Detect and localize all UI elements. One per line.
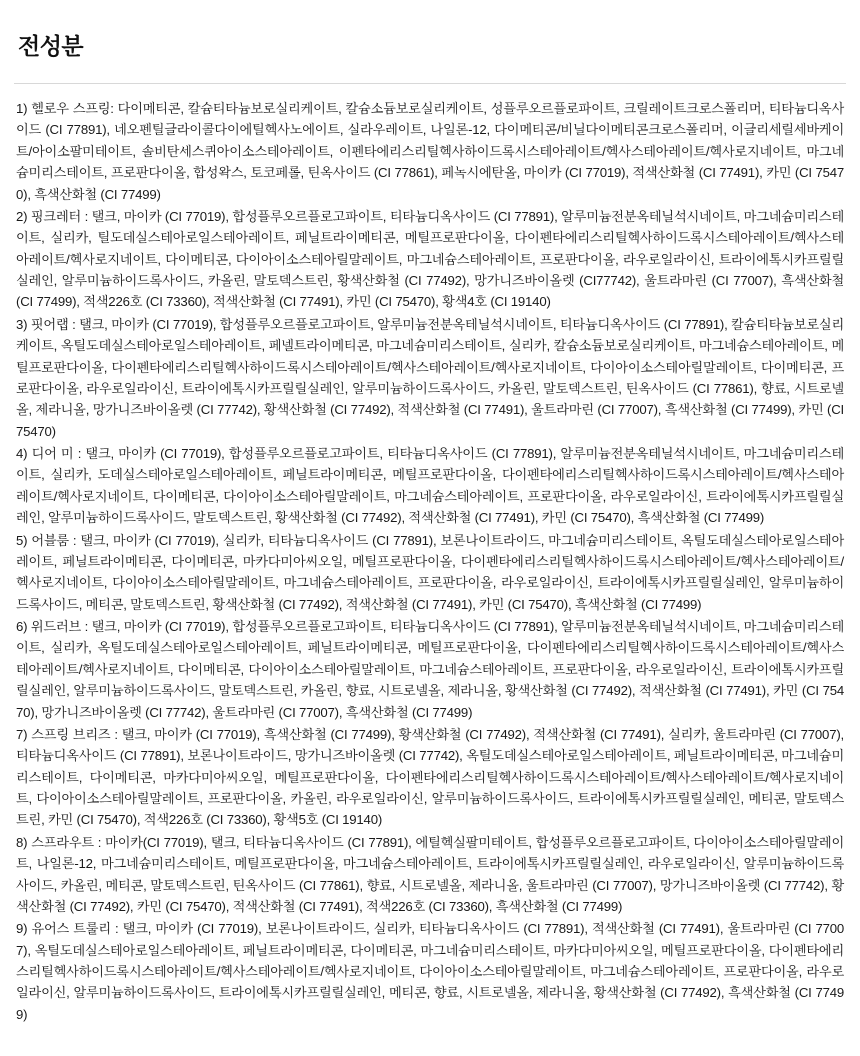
page-title: 전성분	[18, 33, 84, 59]
list-item	[16, 98, 844, 205]
ingredients-list	[0, 84, 860, 1056]
list-item	[16, 832, 844, 918]
entry-body: 탤크, 마이카 (CI 77019), 합성플루오르플로고파이트, 티타늄디옥사이드 (CI 77891), 알루미늄전분옥테닐석시네이트, 마그네슘미리스테이트, 실리카, 도데실스테아로일스테아레이트, 페닐트라이메티콘, 메틸프로판다이올, 다이펜타에리스리틸헥사하이드록시스테아레이트/헥사스테아레이트/헥사로지네이트, 다이메티콘, 다이아이소스테아릴말레이트, 마그네슘스테아레이트, 프로판다이올, 라우로일라이신, 트라이에톡시카프릴릴실레인, 알루미늄하이드록사이드, 말토덱스트린, 황색산화철 (CI 77492), 적색산화철 (CI 77491), 카민 (CI 75470), 흑색산화철 (CI 77499)	[16, 446, 844, 526]
entry-index: 9)	[16, 921, 28, 937]
list-item	[16, 616, 844, 723]
entry-index: 3)	[16, 316, 28, 332]
list-item	[16, 443, 844, 529]
entry-name: 위드러브 :	[30, 619, 89, 634]
entry-index: 5)	[16, 532, 28, 548]
entry-index: 8)	[16, 834, 28, 850]
page-header	[0, 0, 860, 77]
entry-body: 탤크, 마이카 (CI 77019), 실리카, 티타늄디옥사이드 (CI 77891), 보론나이트라이드, 마그네슘미리스테이트, 옥틸도데실스테아로일스테아레이트, 페닐트라이메티콘, 다이메티콘, 마카다미아씨오일, 메틸프로판다이올, 다이펜타에리스리틸헥사하이드록시스테아레이트/헥사스테아레이트/헥사로지네이트, 다이아이소스테아릴말레이트, 마그네슘스테아레이트, 프로판다이올, 라우로일라이신, 트라이에톡시카프릴릴실레인, 알루미늄하이드록사이드, 메티콘, 말토덱스트린, 황색산화철 (CI 77492), 적색산화철 (CI 77491), 카민 (CI 75470), 흑색산화철 (CI 77499)	[16, 532, 844, 612]
list-item	[16, 724, 844, 831]
entry-name: 핏어랩 :	[30, 316, 76, 332]
list-item	[16, 530, 844, 616]
entry-body: 마이카(CI 77019), 탤크, 티타늄디옥사이드 (CI 77891), 에틸헥실팔미테이트, 합성플루오르플로고파이트, 다이아이소스테아릴말레이트, 나일론-12, 마그네슘미리스테이트, 메틸프로판다이올, 마그네슘스테아레이트, 트라이에톡시카프릴릴실레인, 라우로일라이신, 알루미늄하이드록사이드, 카올린, 메티콘, 말토덱스트린, 틴옥사이드 (CI 77861), 향료, 시트로넬올, 제라니올, 울트라마린 (CI 77007), 망가니즈바이올렛 (CI 77742), 황색산화철 (CI 77492), 카민 (CI 75470), 적색산화철 (CI 77491), 적색226호 (CI 73360), 흑색산화철 (CI 77499)	[16, 834, 845, 914]
entry-index: 4)	[16, 446, 28, 461]
entry-name: 핑크레터 :	[30, 208, 89, 224]
list-item	[16, 206, 844, 313]
entry-body: 탤크, 마이카 (CI 77019), 합성플루오르플로고파이트, 티타늄디옥사이드 (CI 77891), 알루미늄전분옥테닐석시네이트, 마그네슘미리스테이트, 실리카, 옥틸도데실스테아로일스테아레이트, 페닐트라이메티콘, 메틸프로판다이올, 다이펜타에리스리틸헥사하이드록시스테아레이트/헥사스테아레이트/헥사로지네이트, 다이메티콘, 다이아이소스테아릴말레이트, 마그네슘스테아레이트, 프로판다이올, 라우로일라이신, 트라이에톡시카프릴릴실레인, 알루미늄하이드록사이드, 말토덱스트린, 카올린, 향료, 시트로넬올, 제라니올, 황색산화철 (CI 77492), 적색산화철 (CI 77491), 카민 (CI 75470), 망가니즈바이올렛 (CI 77742), 울트라마린 (CI 77007), 흑색산화철 (CI 77499)	[16, 619, 844, 720]
entry-index: 7)	[16, 726, 28, 742]
entry-body: 탤크, 마이카 (CI 77019), 보론나이트라이드, 실리카, 티타늄디옥사이드 (CI 77891), 적색산화철 (CI 77491), 울트라마린 (CI 77007), 옥틸도데실스테아로일스테아레이트, 페닐트라이메티콘, 다이메티콘, 마그네슘미리스테이트, 마카다미아씨오일, 메틸프로판다이올, 다이펜타에리스리틸헥사하이드록시스테아레이트/헥사스테아레이트/헥사로지네이트, 다이아이소스테아릴말레이트, 마그네슘스테아레이트, 프로판다이올, 라우로일라이신, 알루미늄하이드록사이드, 트라이에톡시카프릴릴실레인, 메티콘, 향료, 시트로넬올, 제라니올, 황색산화철 (CI 77492), 흑색산화철 (CI 77499)	[16, 921, 844, 1022]
entry-name: 스프링 브리즈 :	[31, 726, 118, 742]
entry-index: 2)	[16, 208, 28, 224]
entry-body: 탤크, 마이카 (CI 77019), 합성플루오르플로고파이트, 티타늄디옥사이드 (CI 77891), 알루미늄전분옥테닐석시네이트, 마그네슘미리스테이트, 실리카, 틸도데실스테아로일스테아레이트, 페닐트라이메티콘, 메틸프로판다이올, 다이펜타에리스리틸헥사하이드록시스테아레이트/헥사스테아레이트/헥사로지네이트, 다이메티콘, 다이아이소스테아릴말레이트, 마그네슘스테아레이트, 프로판다이올, 라우로일라이신, 트라이에톡시카프릴릴실레인, 알루미늄하이드록사이드, 카올린, 말토덱스트린, 황색산화철 (CI 77492), 망가니즈바이올렛 (CI77742), 울트라마린 (CI 77007), 흑색산화철 (CI 77499), 적색226호 (CI 73360), 적색산화철 (CI 77491), 카민 (CI 75470), 황색4호 (CI 19140)	[16, 208, 844, 310]
entry-body: 다이메티콘, 칼슘티타늄보로실리케이트, 칼슘소듐보로실리케이트, 성플루오르플로파이트, 크릴레이트크로스폴리머, 티타늄디옥사이드 (CI 77891), 네오펜틸글라이콜다이에틸헥사노에이트, 실라우레이트, 나일론-12, 다이메티콘/비닐다이메티콘크로스폴리머, 이글리세릴세바케이트/아이소팔미테이트, 솔비탄세스퀴아이소스테아레이트, 이펜타에리스리틸헥사하이드록시스테아레이트/헥사스테아레이트/헥사로지네이트, 마그네슘미리스테이트, 프로판다이올, 합성왁스, 토코페롤, 틴옥사이드 (CI 77861), 페녹시에탄올, 마이카 (CI 77019), 적색산화철 (CI 77491), 카민 (CI 75470), 흑색산화철 (CI 77499)	[16, 101, 844, 202]
entry-name: 디어 미 :	[31, 446, 82, 461]
entry-body: 탤크, 마이카 (CI 77019), 흑색산화철 (CI 77499), 황색산화철 (CI 77492), 적색산화철 (CI 77491), 실리카, 울트라마린 (CI 77007), 티타늄디옥사이드 (CI 77891), 보론나이트라이드, 망가니즈바이올렛 (CI 77742), 옥틸도데실스테아로일스테아레이트, 페닐트라이메티콘, 마그네슘미리스테이트, 다이메티콘, 마카다미아씨오일, 메틸프로판다이올, 다이펜타에리스리틸헥사하이드록시스테아레이트/헥사스테아레이트/헥사로지네이트, 다이아이소스테아릴말레이트, 프로판다이올, 카올린, 라우로일라이신, 알루미늄하이드록사이드, 트라이에톡시카프릴릴실레인, 메티콘, 말토덱스트린, 카민 (CI 75470), 적색226호 (CI 73360), 황색5호 (CI 19140)	[16, 726, 844, 828]
entry-name: 어블룸 :	[31, 532, 77, 548]
list-item	[16, 314, 844, 442]
entry-body: 탤크, 마이카 (CI 77019), 합성플루오르플로고파이트, 알루미늄전분옥테닐석시네이트, 티타늄디옥사이드 (CI 77891), 칼슘티타늄보로실리케이트, 옥틸도데실스테아로일스테아레이트, 페넬트라이메티콘, 마그네슘미리스테이트, 실리카, 칼슘소듐보로실리케이트, 마그네슘스테아레이트, 메틸프로판다이올, 다이펜타에리스리틸헥사하이드록시스테아레이트/헥사스테아레이트/헥사로지네이트, 다이아이소스테아릴말레이트, 다이메티콘, 프로판다이올, 라우로일라이신, 트라이에톡시카프릴릴실레인, 알루미늄하이드록사이드, 카올린, 말토덱스트린, 틴옥사이드 (CI 77861), 향료, 시트로넬올, 제라니올, 망가니즈바이올렛 (CI 77742), 황색산화철 (CI 77492), 적색산화철 (CI 77491), 울트라마린 (CI 77007), 흑색산화철 (CI 77499), 카민 (CI 75470)	[16, 316, 844, 439]
entry-name: 유어스 트룰리 :	[31, 921, 119, 937]
entry-name: 헬로우 스프링:	[31, 101, 114, 116]
entry-index: 6)	[16, 619, 28, 634]
entry-name: 스프라우트 :	[31, 834, 102, 850]
entry-index: 1)	[16, 101, 28, 116]
list-item	[16, 918, 844, 1025]
